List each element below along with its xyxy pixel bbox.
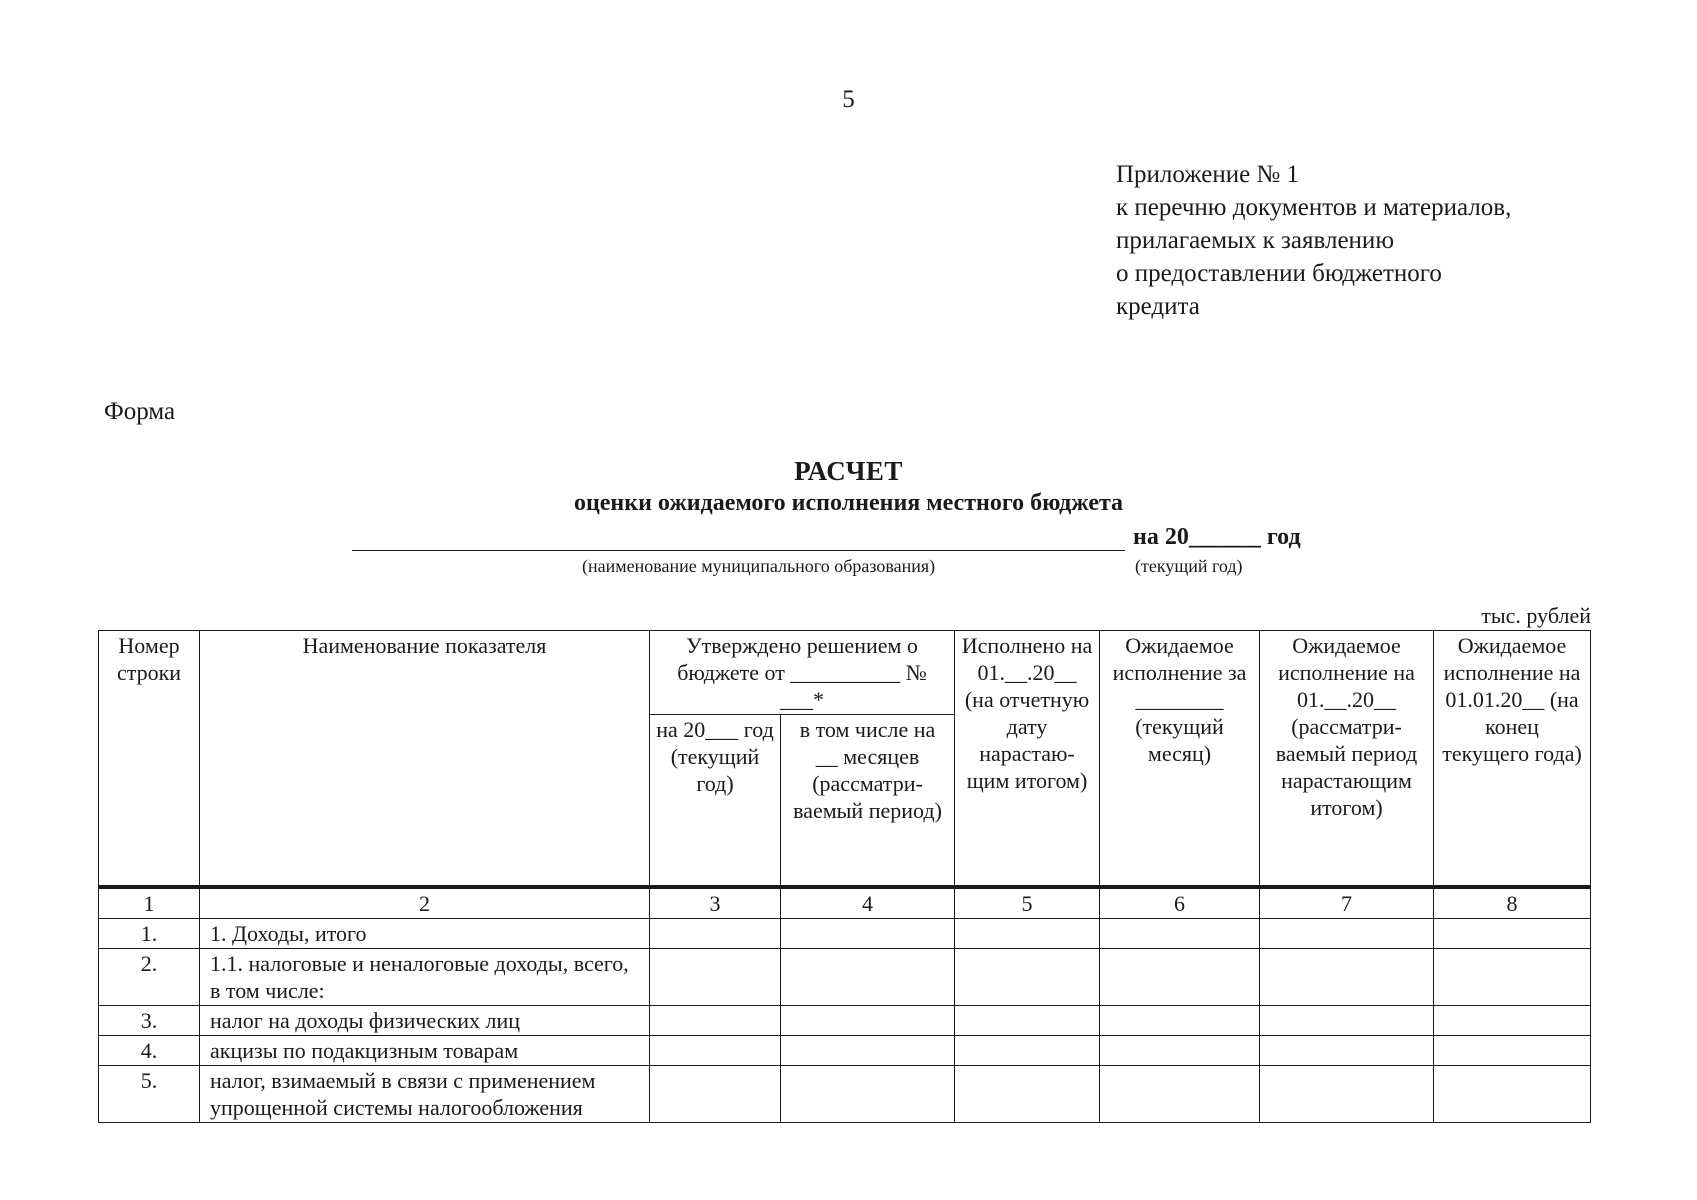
municipality-hint: (наименование муниципального образования): [582, 556, 936, 576]
appendix-line: о предоставлении бюджетного: [1116, 260, 1442, 287]
column-number-row: [99, 887, 1591, 919]
row-number: 1.: [99, 919, 200, 949]
header-approved-months: в том числе на __ месяцев (рассматри-ваемый период): [781, 715, 955, 888]
row-indicator-name: 1.1. налоговые и неналоговые доходы, всего, в том числе:: [200, 949, 650, 1006]
appendix-line: прилагаемых к заявлению: [1116, 227, 1394, 254]
appendix-line: к перечню документов и материалов,: [1116, 194, 1512, 221]
row-number: 4.: [99, 1036, 200, 1066]
column-number: 8: [1434, 887, 1591, 919]
value-cell: [781, 1066, 955, 1123]
appendix-line: кредита: [1116, 293, 1200, 320]
header-expected-year: Ожидаемое исполнение на 01.01.20__ (на конец текущего года): [1434, 631, 1591, 888]
table-row: [99, 1006, 1591, 1036]
value-cell: [781, 949, 955, 1006]
header-indicator: Наименование показателя: [200, 631, 650, 888]
value-cell: [650, 949, 781, 1006]
value-cell: [955, 1006, 1100, 1036]
table-row: [99, 949, 1591, 1006]
value-cell: [955, 919, 1100, 949]
value-cell: [1434, 949, 1591, 1006]
column-number: 6: [1100, 887, 1260, 919]
row-indicator-name: налог, взимаемый в связи с применением упрощенной системы налогообложения: [200, 1066, 650, 1123]
row-indicator-name: 1. Доходы, итого: [200, 919, 650, 949]
row-number: 5.: [99, 1066, 200, 1123]
value-cell: [650, 1066, 781, 1123]
column-number: 7: [1260, 887, 1434, 919]
value-cell: [1434, 1066, 1591, 1123]
row-indicator-name: налог на доходы физических лиц: [200, 1006, 650, 1036]
header-row: [99, 631, 1591, 715]
value-cell: [1260, 949, 1434, 1006]
value-cell: [1260, 1006, 1434, 1036]
header-executed: Исполнено на 01.__.20__ (на отчетную дату нарастаю-щим итогом): [955, 631, 1100, 888]
value-cell: [650, 1006, 781, 1036]
value-cell: [1260, 1036, 1434, 1066]
municipality-name-line: [352, 550, 1125, 551]
value-cell: [1100, 949, 1260, 1006]
value-cell: [1100, 1006, 1260, 1036]
column-number: 3: [650, 887, 781, 919]
value-cell: [781, 1036, 955, 1066]
value-cell: [1260, 919, 1434, 949]
header-row-number: Номер строки: [99, 631, 200, 888]
value-cell: [955, 1036, 1100, 1066]
column-number: 4: [781, 887, 955, 919]
document-title: РАСЧЕТ: [794, 456, 903, 486]
value-cell: [1100, 1066, 1260, 1123]
document-subtitle: оценки ожидаемого исполнения местного бюджета: [573, 490, 1124, 516]
value-cell: [1434, 1036, 1591, 1066]
value-cell: [1100, 919, 1260, 949]
value-cell: [781, 1006, 955, 1036]
value-cell: [955, 949, 1100, 1006]
units-label: тыс. рублей: [1481, 603, 1591, 628]
table-row: [99, 919, 1591, 949]
value-cell: [650, 919, 781, 949]
column-number: 1: [99, 887, 200, 919]
header-approved: Утверждено решением о бюджете от __________ № ___*: [650, 631, 955, 715]
table-row: [99, 1066, 1591, 1123]
page-number: 5: [842, 86, 855, 113]
row-indicator-name: акцизы по подакцизным товарам: [200, 1036, 650, 1066]
column-number: 2: [200, 887, 650, 919]
header-expected-period: Ожидаемое исполнение на 01.__.20__ (рассматри-ваемый период нарастающим итогом): [1260, 631, 1434, 888]
year-field: на 20______ год: [1133, 524, 1301, 550]
appendix-block: [1116, 158, 1511, 323]
value-cell: [781, 919, 955, 949]
value-cell: [650, 1036, 781, 1066]
calculation-table: [98, 630, 1591, 1123]
row-number: 3.: [99, 1006, 200, 1036]
appendix-line: Приложение № 1: [1116, 161, 1300, 188]
value-cell: [1434, 1006, 1591, 1036]
row-number: 2.: [99, 949, 200, 1006]
value-cell: [1260, 1066, 1434, 1123]
value-cell: [1100, 1036, 1260, 1066]
form-label: Форма: [104, 398, 176, 425]
table-row: [99, 1036, 1591, 1066]
header-approved-year: на 20___ год (текущий год): [650, 715, 781, 888]
value-cell: [955, 1066, 1100, 1123]
value-cell: [1434, 919, 1591, 949]
header-expected-month: Ожидаемое исполнение за ________ (текущий месяц): [1100, 631, 1260, 888]
year-hint: (текущий год): [1135, 556, 1243, 576]
column-number: 5: [955, 887, 1100, 919]
